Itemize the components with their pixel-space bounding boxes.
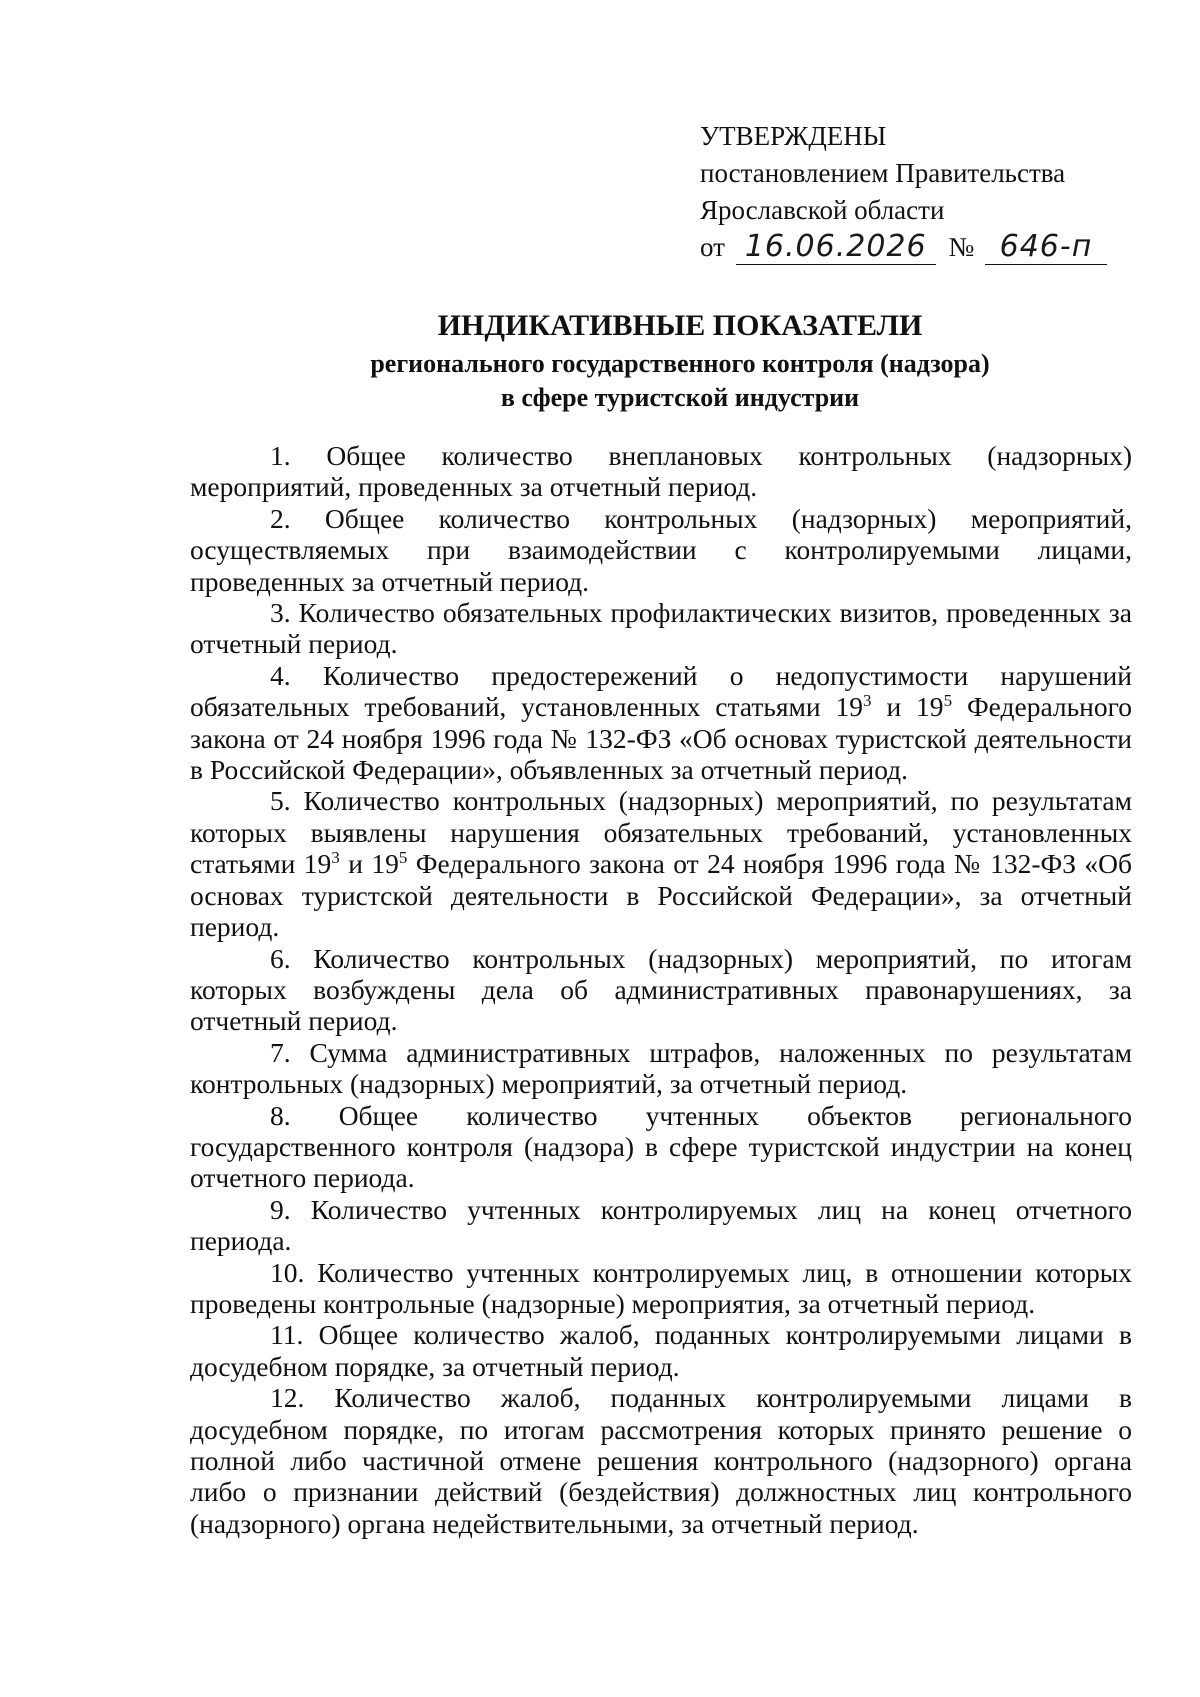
item-4-text-a: 4. Количество предостережений о недопустимости нарушений обязательных требований, установленных статьями 19 <box>190 659 1132 723</box>
indicator-item-10: 10. Количество учтенных контролируемых лиц, в отношении которых проведены контрольные (надзорные) мероприятия, за отчетный период. <box>190 1256 1132 1319</box>
title-subtitle-2: в сфере туристской индустрии <box>500 383 860 412</box>
indicator-item-2: 2. Общее количество контрольных (надзорных) мероприятий, осуществляемых при взаимодействии с контролируемыми лицами, проведенных за отчетный период. <box>190 502 1132 597</box>
approval-date-number-line <box>700 229 1140 266</box>
item-4-superscript-2: 5 <box>943 691 953 711</box>
item-4-text-c: Федерального закона от 24 ноября 1996 года № 132-ФЗ «Об основах туристской деятельности в Российской Федерации», объявленных за отчетный период. <box>190 691 1132 786</box>
handwritten-number: 646-п <box>985 230 1107 265</box>
title-main: ИНДИКАТИВНЫЕ ПОКАЗАТЕЛИ <box>437 309 923 342</box>
item-5-text-a: 5. Количество контрольных (надзорных) мероприятий, по результатам которых выявлены нарушения обязательных требований, установленных статьями 19 <box>190 785 1132 880</box>
item-5-superscript-1: 3 <box>331 848 340 868</box>
approval-authority: постановлением Правительства <box>700 158 1066 188</box>
indicator-item-12: 12. Количество жалоб, поданных контролируемыми лицами в досудебном порядке, по итогам рассмотрения которых принято решение о полной либо частичной отмене решения контрольного (надзорного) органа либо о признании действий (бездействия) должностных лиц контрольного (надзорного) органа недействительными, за отчетный период. <box>190 1382 1132 1539</box>
indicator-item-5 <box>190 785 1132 942</box>
indicator-item-1: 1. Общее количество внеплановых контрольных (надзорных) мероприятий, проведенных за отчетный период. <box>190 440 1132 503</box>
indicator-item-6: 6. Количество контрольных (надзорных) мероприятий, по итогам которых возбуждены дела об административных правонарушениях, за отчетный период. <box>190 942 1132 1037</box>
indicator-item-3: 3. Количество обязательных профилактических визитов, проведенных за отчетный период. <box>190 597 1132 660</box>
indicator-list <box>190 440 1132 1539</box>
approval-stamp-block <box>700 118 1140 266</box>
indicator-item-8: 8. Общее количество учтенных объектов регионального государственного контроля (надзора) в сфере туристской индустрии на конец отчетного периода. <box>190 1099 1132 1194</box>
item-4-text-b: и 19 <box>871 691 944 723</box>
item-5-text-c: Федерального закона от 24 ноября 1996 года № 132-ФЗ «Об основах туристской деятельности в Российской Федерации», за отчетный период. <box>190 848 1133 943</box>
item-5-superscript-2: 5 <box>398 848 408 868</box>
handwritten-date: 16.06.2026 <box>736 230 936 265</box>
title-subtitle-1: регионального государственного контроля (надзора) <box>370 349 990 378</box>
indicator-item-11: 11. Общее количество жалоб, поданных контролируемыми лицами в досудебном порядке, за отчетный период. <box>190 1319 1132 1382</box>
approval-region: Ярославской области <box>700 195 945 225</box>
indicator-item-9: 9. Количество учтенных контролируемых лиц на конец отчетного периода. <box>190 1193 1132 1257</box>
indicator-item-7: 7. Сумма административных штрафов, наложенных по результатам контрольных (надзорных) мероприятий, за отчетный период. <box>190 1036 1132 1100</box>
item-4-superscript-1: 3 <box>863 691 872 711</box>
number-prefix: № <box>948 232 975 262</box>
document-title <box>140 305 1200 415</box>
indicator-item-4 <box>190 660 1132 786</box>
approval-heading: УТВЕРЖДЕНЫ <box>700 121 887 151</box>
date-prefix: от <box>700 232 725 262</box>
item-5-text-b: и 19 <box>339 848 399 880</box>
